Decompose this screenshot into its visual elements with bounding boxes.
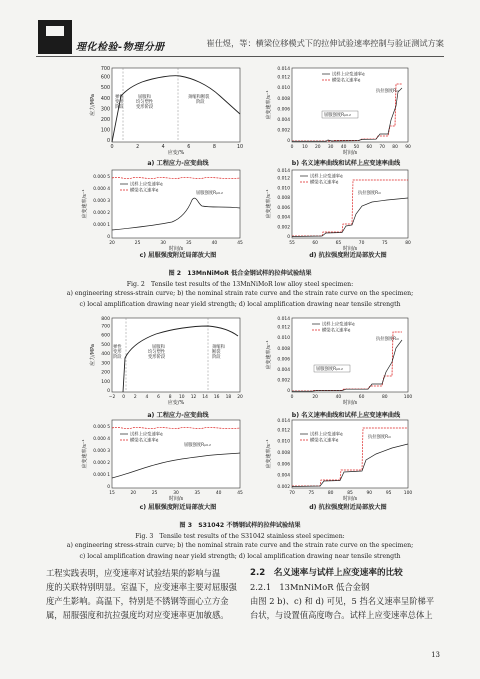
svg-text:试样上应变速率ė: 试样上应变速率ė bbox=[130, 432, 163, 438]
svg-text:0.002: 0.002 bbox=[277, 225, 290, 231]
svg-text:0.012: 0.012 bbox=[277, 75, 290, 81]
svg-text:0.006: 0.006 bbox=[277, 107, 290, 113]
svg-text:试样上应变速率ė: 试样上应变速率ė bbox=[310, 432, 343, 438]
svg-text:60: 60 bbox=[358, 395, 365, 400]
fig3-panel-a bbox=[89, 316, 243, 406]
fig3-caption-en-2: a) engineering stress-strain curve; b) the nominal strain rate curve and the strain rate curve on the specimen; bbox=[66, 542, 414, 549]
fig2-caption-en: Fig. 2 Tensile test results of the 13MnNiMoR low alloy steel specimen: bbox=[126, 281, 354, 288]
fig2-caption-en-3: c) local amplification drawing near yield strength; d) local amplification drawing near tensile strength bbox=[79, 301, 401, 308]
svg-text:0.000 1: 0.000 1 bbox=[93, 223, 110, 228]
svg-text:0.006: 0.006 bbox=[277, 357, 290, 363]
svg-text:0.000 2: 0.000 2 bbox=[93, 461, 110, 466]
svg-text:8: 8 bbox=[212, 145, 216, 150]
svg-text:时间/s: 时间/s bbox=[168, 496, 184, 502]
fig2a-xlabel: 应变/% bbox=[167, 150, 185, 156]
fig2d-caption: d) 抗拉强度附近局部放大图 bbox=[309, 252, 387, 259]
svg-text:2: 2 bbox=[133, 395, 137, 400]
svg-text:20: 20 bbox=[109, 241, 115, 246]
svg-text:800: 800 bbox=[101, 317, 110, 322]
body-right bbox=[250, 566, 446, 622]
fig2b-caption: b) 名义速率曲线和试样上应变速率曲线 bbox=[291, 160, 401, 167]
svg-text:颈缩和断裂: 颈缩和断裂 bbox=[188, 95, 210, 100]
fig3-panel-b bbox=[265, 316, 412, 406]
fig2-panel-c bbox=[81, 170, 243, 252]
svg-text:0.004: 0.004 bbox=[277, 118, 290, 123]
svg-text:0.012: 0.012 bbox=[277, 428, 290, 434]
svg-text:0.000 5: 0.000 5 bbox=[93, 425, 110, 430]
svg-text:应变速率/s⁻¹: 应变速率/s⁻¹ bbox=[266, 340, 272, 370]
journal-brand: 理化检验-物理分册 bbox=[76, 42, 165, 53]
svg-text:80: 80 bbox=[382, 395, 388, 400]
svg-text:应变速率/s⁻¹: 应变速率/s⁻¹ bbox=[266, 189, 272, 219]
svg-text:时间/s: 时间/s bbox=[342, 400, 358, 406]
svg-text:0.014: 0.014 bbox=[277, 317, 290, 322]
body-line: 度的关联特别明显。室温下，应变速率主要对屈服强 bbox=[46, 582, 237, 592]
svg-text:0: 0 bbox=[287, 389, 290, 394]
svg-text:0.014: 0.014 bbox=[277, 419, 290, 424]
svg-text:屈服强度Rp0.2: 屈服强度Rp0.2 bbox=[196, 191, 223, 196]
svg-text:500: 500 bbox=[100, 86, 110, 92]
svg-text:屈服和: 屈服和 bbox=[138, 95, 151, 100]
svg-text:抗拉强度Rm: 抗拉强度Rm bbox=[368, 435, 392, 440]
fig3a-caption: a) 工程应力-应变曲线 bbox=[147, 412, 209, 419]
svg-text:−2: −2 bbox=[108, 395, 116, 400]
svg-text:20: 20 bbox=[312, 395, 318, 400]
svg-text:0.014: 0.014 bbox=[277, 169, 290, 174]
svg-text:抗拉强度Rm: 抗拉强度Rm bbox=[376, 337, 400, 342]
svg-text:变形: 变形 bbox=[113, 350, 122, 355]
svg-text:0.010: 0.010 bbox=[277, 439, 290, 445]
svg-text:0.010: 0.010 bbox=[277, 186, 290, 192]
svg-text:横梁名义速率ė: 横梁名义速率ė bbox=[130, 188, 159, 194]
svg-text:0.000 2: 0.000 2 bbox=[93, 211, 110, 216]
svg-text:0: 0 bbox=[107, 485, 110, 490]
svg-text:25: 25 bbox=[134, 241, 141, 246]
svg-text:10: 10 bbox=[302, 145, 308, 150]
body-line: 由图 2 b)、c) 和 d) 可见，5 挡名义速率呈阶梯平 bbox=[250, 596, 435, 606]
svg-text:应力/MPa: 应力/MPa bbox=[90, 344, 96, 366]
svg-text:颈缩和: 颈缩和 bbox=[212, 345, 225, 350]
svg-text:0.014: 0.014 bbox=[277, 67, 290, 72]
svg-text:100: 100 bbox=[101, 379, 110, 385]
svg-text:40: 40 bbox=[340, 145, 347, 150]
svg-text:4: 4 bbox=[145, 395, 149, 400]
svg-text:0: 0 bbox=[290, 145, 294, 150]
svg-text:0.006: 0.006 bbox=[277, 205, 290, 211]
svg-text:70: 70 bbox=[289, 491, 295, 496]
fig3c-caption: c) 屈服强度附近局部放大图 bbox=[139, 504, 217, 511]
svg-text:65: 65 bbox=[335, 241, 342, 246]
svg-text:0.000 3: 0.000 3 bbox=[93, 199, 110, 204]
svg-text:0.000 4: 0.000 4 bbox=[93, 437, 110, 442]
svg-text:80: 80 bbox=[392, 145, 398, 150]
fig2a-caption: a) 工程应力-应变曲线 bbox=[147, 160, 209, 167]
journal-logo bbox=[38, 20, 165, 56]
section-title: 2.2 名义速率与试样上应变速率的比较 bbox=[250, 568, 403, 578]
svg-text:14: 14 bbox=[202, 395, 208, 400]
svg-text:0: 0 bbox=[107, 235, 110, 240]
svg-text:抗拉强度Rm: 抗拉强度Rm bbox=[358, 191, 382, 196]
svg-text:横梁名义速率ė: 横梁名义速率ė bbox=[322, 328, 351, 334]
svg-text:时间/s: 时间/s bbox=[342, 246, 358, 252]
fig3-caption-en: Fig. 3 Tensile test results of the S31042 stainless steel specimen: bbox=[135, 533, 345, 540]
fig3-caption-en-3: c) local amplification drawing near yield strength; d) local amplification drawing near tensile strength bbox=[79, 553, 401, 560]
fig3b-caption: b) 名义速率曲线和试样上应变速率曲线 bbox=[291, 412, 401, 419]
svg-text:70: 70 bbox=[358, 241, 365, 246]
svg-text:40: 40 bbox=[335, 395, 342, 400]
fig2c-caption: c) 屈服强度附近局部放大图 bbox=[139, 252, 217, 259]
svg-text:横梁名义速率ė: 横梁名义速率ė bbox=[310, 438, 339, 444]
svg-text:4: 4 bbox=[161, 145, 165, 150]
fig3d-caption: d) 抗拉强度附近局部放大图 bbox=[309, 504, 387, 511]
svg-text:30: 30 bbox=[173, 491, 179, 496]
svg-text:0: 0 bbox=[287, 235, 290, 240]
svg-text:80: 80 bbox=[327, 491, 334, 496]
svg-text:45: 45 bbox=[237, 241, 243, 246]
svg-text:屈服强度Rp0.2: 屈服强度Rp0.2 bbox=[316, 367, 343, 372]
body-line: 台状，与设置值高度吻合。试样上应变速率总体上 bbox=[250, 610, 433, 620]
svg-text:50: 50 bbox=[353, 145, 360, 150]
svg-text:20: 20 bbox=[130, 491, 137, 496]
svg-text:0.000 5: 0.000 5 bbox=[93, 175, 110, 180]
fig2-panel-b bbox=[265, 66, 411, 156]
svg-text:横梁名义速率ė: 横梁名义速率ė bbox=[310, 180, 339, 186]
svg-text:0.012: 0.012 bbox=[277, 325, 290, 331]
svg-text:横梁名义速率ė: 横梁名义速率ė bbox=[130, 438, 159, 444]
svg-text:40: 40 bbox=[211, 241, 218, 246]
svg-text:10: 10 bbox=[179, 395, 185, 400]
svg-text:35: 35 bbox=[194, 491, 201, 496]
svg-text:变形阶段: 变形阶段 bbox=[148, 355, 166, 360]
svg-text:0.006: 0.006 bbox=[277, 462, 290, 468]
svg-text:时间/s: 时间/s bbox=[168, 246, 184, 252]
svg-text:抗拉强度Rm: 抗拉强度Rm bbox=[376, 89, 400, 94]
svg-text:600: 600 bbox=[101, 333, 110, 339]
subsection-title: 2.2.1 13MnNiMoR 低合金钢 bbox=[250, 582, 370, 592]
svg-text:60: 60 bbox=[366, 145, 373, 150]
svg-text:0.004: 0.004 bbox=[277, 473, 290, 479]
svg-text:80: 80 bbox=[405, 241, 411, 246]
svg-text:75: 75 bbox=[308, 491, 315, 496]
svg-text:0: 0 bbox=[122, 395, 125, 400]
svg-text:试样上应变速率ė: 试样上应变速率ė bbox=[322, 322, 355, 328]
svg-text:阶段: 阶段 bbox=[212, 355, 221, 360]
svg-text:0.004: 0.004 bbox=[277, 215, 290, 221]
svg-text:6: 6 bbox=[187, 145, 191, 150]
body-line: 属，屈服强度和抗拉强度均对应变速率更加敏感。 bbox=[46, 610, 229, 620]
svg-text:0.008: 0.008 bbox=[277, 451, 290, 456]
svg-text:600: 600 bbox=[100, 75, 110, 81]
svg-text:0.008: 0.008 bbox=[277, 96, 290, 102]
svg-text:95: 95 bbox=[385, 491, 392, 496]
svg-text:0: 0 bbox=[290, 395, 294, 400]
svg-text:85: 85 bbox=[347, 491, 353, 496]
svg-text:6: 6 bbox=[157, 395, 160, 400]
svg-text:45: 45 bbox=[237, 491, 243, 496]
svg-text:试样上应变速率ė: 试样上应变速率ė bbox=[332, 72, 365, 78]
svg-text:应变速率/s⁻¹: 应变速率/s⁻¹ bbox=[82, 189, 88, 219]
svg-text:55: 55 bbox=[289, 241, 295, 246]
header-rule bbox=[36, 56, 444, 57]
svg-text:时间/s: 时间/s bbox=[342, 496, 358, 502]
svg-text:均匀塑性: 均匀塑性 bbox=[148, 350, 166, 355]
fig2-panel-a bbox=[89, 66, 243, 156]
svg-text:0.000 3: 0.000 3 bbox=[93, 449, 110, 454]
svg-text:10: 10 bbox=[236, 145, 244, 150]
svg-text:阶段: 阶段 bbox=[113, 355, 122, 360]
svg-text:16: 16 bbox=[213, 395, 220, 400]
svg-text:阶段: 阶段 bbox=[115, 105, 124, 110]
svg-text:90: 90 bbox=[405, 145, 411, 150]
svg-text:18: 18 bbox=[225, 395, 232, 400]
svg-text:0.002: 0.002 bbox=[277, 128, 290, 134]
svg-text:断裂: 断裂 bbox=[212, 350, 221, 355]
svg-text:试样上应变速率ė: 试样上应变速率ė bbox=[130, 182, 163, 188]
svg-text:30: 30 bbox=[160, 241, 166, 246]
svg-text:阶段: 阶段 bbox=[196, 100, 205, 105]
running-head: 崔仕煜，等：横梁位移模式下的拉伸试验速率控制与验证测试方案 bbox=[206, 38, 444, 48]
svg-text:35: 35 bbox=[186, 241, 192, 246]
svg-text:700: 700 bbox=[100, 67, 110, 72]
svg-text:0: 0 bbox=[107, 389, 110, 394]
svg-text:0.004: 0.004 bbox=[277, 368, 290, 373]
svg-text:变形阶段: 变形阶段 bbox=[136, 105, 154, 110]
fig3-caption-zh: 图 3 S31042 不锈钢试样的拉伸试验结果 bbox=[179, 522, 301, 529]
svg-text:60: 60 bbox=[312, 241, 318, 246]
svg-text:70: 70 bbox=[379, 145, 385, 150]
fig3-panel-d bbox=[265, 418, 412, 502]
svg-text:应变/%: 应变/% bbox=[167, 400, 185, 406]
fig3-panel-c bbox=[81, 420, 243, 502]
svg-text:25: 25 bbox=[151, 491, 158, 496]
svg-text:0.012: 0.012 bbox=[277, 176, 290, 182]
svg-text:0.010: 0.010 bbox=[277, 336, 290, 342]
svg-text:横梁名义速率ė: 横梁名义速率ė bbox=[332, 78, 361, 84]
fig2-caption-en-2: a) engineering stress-strain curve; b) the nominal strain rate curve and the strain rate curve on the specimen; bbox=[66, 290, 414, 297]
body-left bbox=[46, 566, 246, 622]
svg-text:200: 200 bbox=[101, 370, 110, 376]
svg-text:20: 20 bbox=[237, 395, 243, 400]
svg-text:300: 300 bbox=[100, 107, 110, 113]
page-number: 13 bbox=[431, 651, 440, 659]
svg-text:100: 100 bbox=[403, 491, 413, 496]
svg-text:40: 40 bbox=[215, 491, 222, 496]
svg-text:200: 200 bbox=[100, 118, 110, 123]
svg-text:均匀塑性: 均匀塑性 bbox=[136, 100, 154, 105]
svg-text:300: 300 bbox=[101, 361, 110, 367]
svg-text:12: 12 bbox=[190, 395, 197, 400]
svg-text:0: 0 bbox=[110, 145, 114, 150]
svg-text:时间/s: 时间/s bbox=[342, 150, 358, 156]
svg-text:0.008: 0.008 bbox=[277, 346, 290, 352]
svg-text:700: 700 bbox=[101, 324, 110, 330]
svg-text:弹性: 弹性 bbox=[115, 95, 124, 100]
svg-text:8: 8 bbox=[168, 395, 172, 400]
svg-text:100: 100 bbox=[100, 128, 110, 134]
svg-text:90: 90 bbox=[366, 491, 373, 496]
fig2-caption-zh: 图 2 13MnNiMoR 低合金钢试样的拉伸试验结果 bbox=[168, 270, 312, 277]
fig2a-ylabel: 应力/MPa bbox=[90, 94, 96, 116]
fig2-panel-d bbox=[265, 168, 411, 252]
svg-text:15: 15 bbox=[109, 491, 115, 496]
svg-text:应变速率/s⁻¹: 应变速率/s⁻¹ bbox=[266, 439, 272, 469]
body-line: 度产生影响。高温下，特别是不锈钢等面心立方金 bbox=[46, 596, 229, 606]
svg-text:试样上应变速率ė: 试样上应变速率ė bbox=[310, 174, 343, 180]
svg-text:400: 400 bbox=[101, 352, 110, 357]
svg-text:500: 500 bbox=[101, 342, 110, 348]
svg-text:0.002: 0.002 bbox=[277, 485, 290, 490]
svg-text:变形: 变形 bbox=[115, 100, 124, 105]
svg-text:0.002: 0.002 bbox=[277, 378, 290, 384]
svg-text:400: 400 bbox=[100, 96, 110, 102]
svg-text:0: 0 bbox=[287, 139, 290, 144]
svg-text:0.000 1: 0.000 1 bbox=[93, 473, 110, 478]
svg-text:30: 30 bbox=[327, 145, 334, 150]
svg-text:屈服和: 屈服和 bbox=[152, 345, 165, 350]
svg-text:2: 2 bbox=[136, 145, 140, 150]
svg-text:100: 100 bbox=[403, 395, 413, 400]
svg-text:0.008: 0.008 bbox=[277, 196, 290, 202]
svg-text:0.010: 0.010 bbox=[277, 86, 290, 92]
svg-text:弹性: 弹性 bbox=[113, 345, 122, 350]
svg-text:屈服强度Rp0.2: 屈服强度Rp0.2 bbox=[184, 443, 211, 448]
svg-text:屈服强度Rp0.2: 屈服强度Rp0.2 bbox=[324, 113, 351, 118]
svg-text:0.000 4: 0.000 4 bbox=[93, 187, 110, 192]
body-line: 工程实践表明，应变速率对试验结果的影响与温 bbox=[46, 568, 221, 578]
svg-text:应变速率/s⁻¹: 应变速率/s⁻¹ bbox=[82, 439, 88, 469]
svg-text:应变速率/s⁻¹: 应变速率/s⁻¹ bbox=[266, 90, 272, 120]
svg-text:20: 20 bbox=[315, 145, 321, 150]
ytick: 0 bbox=[106, 139, 110, 144]
svg-text:75: 75 bbox=[382, 241, 388, 246]
